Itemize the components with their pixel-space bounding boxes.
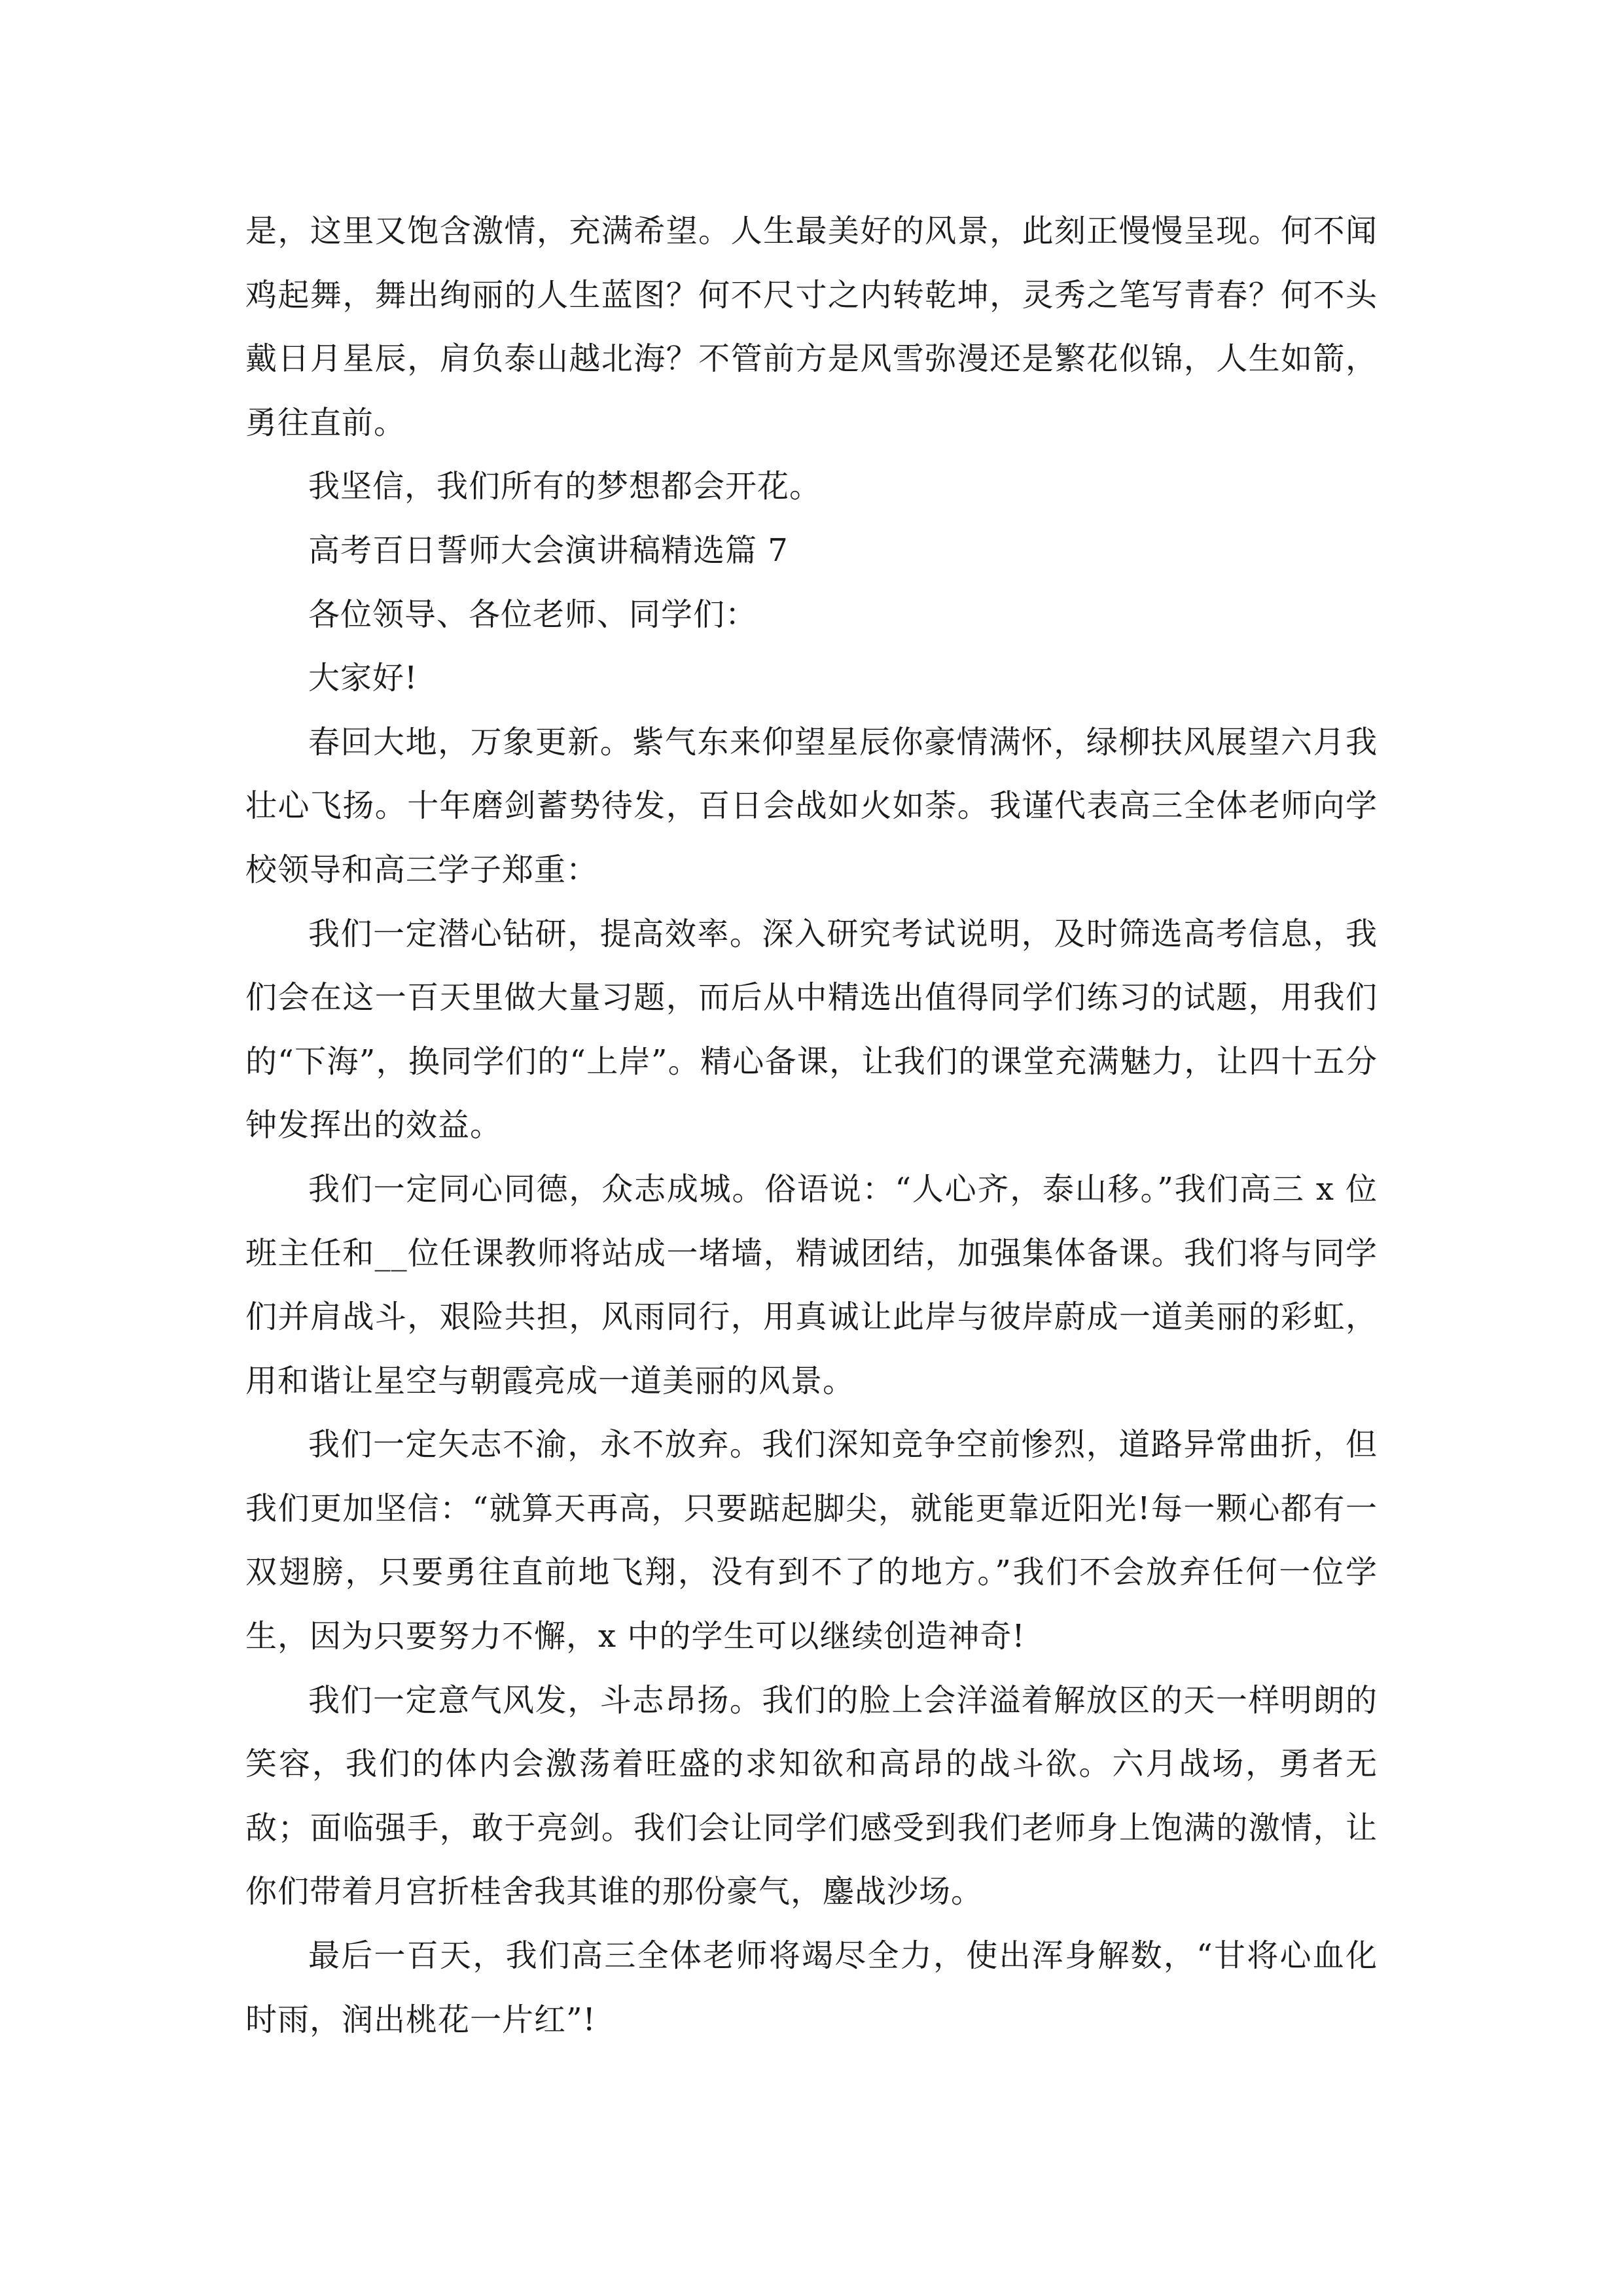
paragraph-pledge-unity: 我们一定同心同德，众志成城。俗语说：“人心齐，泰山移。”我们高三 x 位班主任和__位任课教师将站成一堵墙，精诚团结，加强集体备课。我们将与同学们并肩战斗，艰险共担，风雨同行，用真诚让此岸与彼岸蔚成一道美丽的彩虹，用和谐让星空与朝霞亮成一道美丽的风景。 — [245, 1170, 1378, 1399]
paragraph-pledge-spirit: 我们一定意气风发，斗志昂扬。我们的脸上会洋溢着解放区的天一样明朗的笑容，我们的体内会激荡着旺盛的求知欲和高昂的战斗欲。六月战场，勇者无敌；面临强手，敢于亮剑。我们会让同学们感受到我们老师身上饱满的激情，让你们带着月宫折桂舍我其谁的那份豪气，鏖战沙场。 — [245, 1681, 1378, 1910]
salutation: 各位领导、各位老师、同学们： — [308, 596, 758, 633]
paragraph-belief: 我坚信，我们所有的梦想都会开花。 — [308, 468, 822, 505]
paragraph-continuation: 是，这里又饱含激情，充满希望。人生最美好的风景，此刻正慢慢呈现。何不闻鸡起舞，舞出绚丽的人生蓝图？何不尺寸之内转乾坤，灵秀之笔写青春？何不头戴日月星辰，肩负泰山越北海？不管前方是风雪弥漫还是繁花似锦，人生如箭，勇往直前。 — [245, 213, 1378, 441]
paragraph-pledge-persistence: 我们一定矢志不渝，永不放弃。我们深知竞争空前惨烈，道路异常曲折，但我们更加坚信：“就算天再高，只要踮起脚尖，就能更靠近阳光!每一颗心都有一双翅膀，只要勇往直前地飞翔，没有到不了的地方。”我们不会放弃任何一位学生，因为只要努力不懈，x 中的学生可以继续创造神奇! — [245, 1426, 1378, 1655]
document-body — [245, 200, 1378, 2052]
paragraph-closing: 最后一百天，我们高三全体老师将竭尽全力，使出浑身解数，“甘将心血化时雨，润出桃花一片红”! — [245, 1937, 1378, 2038]
section-heading: 高考百日誓师大会演讲稿精选篇 7 — [308, 531, 789, 569]
paragraph-pledge-study: 我们一定潜心钻研，提高效率。深入研究考试说明，及时筛选高考信息，我们会在这一百天里做大量习题，而后从中精选出值得同学们练习的试题，用我们的“下海”，换同学们的“上岸”。精心备课，让我们的课堂充满魅力，让四十五分钟发挥出的效益。 — [245, 915, 1378, 1144]
paragraph-intro: 春回大地，万象更新。紫气东来仰望星辰你豪情满怀，绿柳扶风展望六月我壮心飞扬。十年磨剑蓄势待发，百日会战如火如荼。我谨代表高三全体老师向学校领导和高三学子郑重： — [245, 723, 1378, 888]
greeting: 大家好! — [308, 660, 418, 697]
